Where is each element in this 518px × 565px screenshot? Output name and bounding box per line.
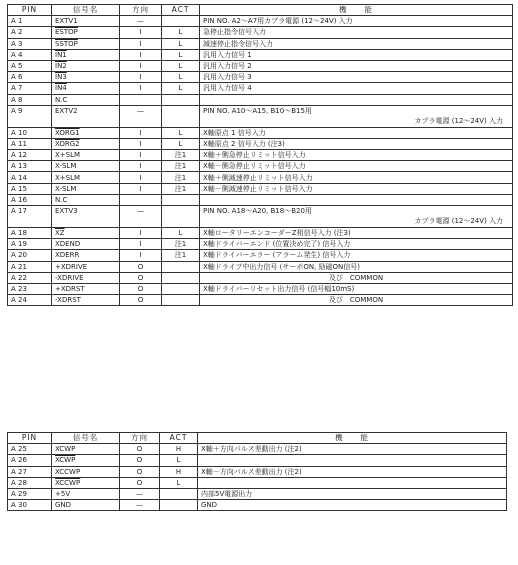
header-signal: 信号名 bbox=[52, 5, 120, 16]
direction-cell bbox=[120, 94, 162, 105]
function-text: PIN NO. A18～A20, B18～B20用 bbox=[203, 207, 312, 215]
function-cell bbox=[200, 38, 513, 49]
pin-table-1 bbox=[7, 4, 513, 306]
direction-cell: I bbox=[120, 83, 162, 94]
function-text: X軸ロータリーエンコーダーZ相信号入力 (注3) bbox=[203, 229, 351, 238]
signal-cell: SSTOP bbox=[52, 38, 120, 49]
table-row bbox=[8, 466, 507, 477]
signal-cell: GND bbox=[52, 500, 120, 511]
function-cell bbox=[200, 239, 513, 250]
signal-cell: +XDRIVE bbox=[52, 261, 120, 272]
direction-cell: I bbox=[120, 27, 162, 38]
act-cell: L bbox=[162, 27, 200, 38]
function-text: X軸ドライバーエラー (アラーム発生) 信号入力 bbox=[203, 251, 351, 260]
header-act: ACT bbox=[162, 5, 200, 16]
pin-cell: A 5 bbox=[8, 60, 52, 71]
pin-table-2 bbox=[7, 432, 507, 511]
act-cell: L bbox=[162, 83, 200, 94]
function-cell bbox=[198, 500, 507, 511]
act-cell: 注1 bbox=[162, 172, 200, 183]
header-direction: 方向 bbox=[120, 5, 162, 16]
signal-cell: ESTOP bbox=[52, 27, 120, 38]
pin-cell: A 23 bbox=[8, 283, 52, 294]
pin-cell: A 11 bbox=[8, 138, 52, 149]
act-cell: L bbox=[160, 455, 198, 466]
signal-cell: X+SLM bbox=[52, 172, 120, 183]
act-cell bbox=[162, 272, 200, 283]
signal-cell: IN3 bbox=[52, 72, 120, 83]
header-pin: PIN bbox=[8, 433, 52, 444]
signal-cell: XCCWP bbox=[52, 477, 120, 488]
act-cell: H bbox=[160, 444, 198, 455]
act-cell: 注1 bbox=[162, 239, 200, 250]
direction-cell: I bbox=[120, 150, 162, 161]
direction-cell: I bbox=[120, 138, 162, 149]
act-cell bbox=[162, 194, 200, 205]
signal-cell: XCWP bbox=[52, 444, 120, 455]
table-row bbox=[8, 295, 513, 306]
signal-cell: IN4 bbox=[52, 83, 120, 94]
act-cell bbox=[162, 94, 200, 105]
direction-cell: O bbox=[120, 477, 160, 488]
direction-cell: — bbox=[120, 488, 160, 499]
function-cell bbox=[198, 488, 507, 499]
function-cell bbox=[200, 94, 513, 105]
signal-cell: +5V bbox=[52, 488, 120, 499]
function-cell bbox=[200, 283, 513, 294]
function-cell bbox=[200, 72, 513, 83]
act-cell: L bbox=[162, 228, 200, 239]
function-text: GND bbox=[201, 501, 218, 510]
function-text: 汎用入力信号 3 bbox=[203, 73, 252, 82]
pin-cell: A 15 bbox=[8, 183, 52, 194]
signal-cell: XORG1 bbox=[52, 127, 120, 138]
table-row bbox=[8, 444, 507, 455]
signal-cell: -XDRST bbox=[52, 295, 120, 306]
direction-cell: O bbox=[120, 295, 162, 306]
direction-cell: I bbox=[120, 161, 162, 172]
table-row bbox=[8, 161, 513, 172]
signal-cell: N.C bbox=[52, 94, 120, 105]
function-cell bbox=[200, 206, 513, 228]
pin-cell: A 27 bbox=[8, 466, 52, 477]
table-header-row bbox=[8, 433, 507, 444]
table-row bbox=[8, 500, 507, 511]
pin-cell: A 26 bbox=[8, 455, 52, 466]
act-cell: L bbox=[162, 138, 200, 149]
direction-cell: I bbox=[120, 239, 162, 250]
table-row bbox=[8, 38, 513, 49]
signal-cell: +XDRST bbox=[52, 283, 120, 294]
signal-cell: N.C bbox=[52, 194, 120, 205]
act-cell: L bbox=[160, 477, 198, 488]
pin-cell: A 1 bbox=[8, 16, 52, 27]
direction-cell: O bbox=[120, 466, 160, 477]
function-cell bbox=[200, 250, 513, 261]
function-cell bbox=[198, 477, 507, 488]
function-text: 及び COMMON bbox=[328, 296, 384, 305]
function-cell bbox=[200, 49, 513, 60]
signal-cell: EXTV3 bbox=[52, 206, 120, 228]
table-row bbox=[8, 172, 513, 183]
signal-cell: IN2 bbox=[52, 60, 120, 71]
function-cell bbox=[200, 295, 513, 306]
direction-cell: — bbox=[120, 105, 162, 127]
direction-cell: I bbox=[120, 60, 162, 71]
function-cell bbox=[200, 194, 513, 205]
direction-cell: O bbox=[120, 444, 160, 455]
function-cell bbox=[200, 272, 513, 283]
table-row bbox=[8, 49, 513, 60]
act-cell bbox=[162, 206, 200, 228]
function-cell bbox=[200, 60, 513, 71]
function-text: 減速停止指令信号入力 bbox=[203, 39, 273, 48]
signal-cell: XDEND bbox=[52, 239, 120, 250]
function-text: 及び COMMON bbox=[328, 273, 384, 282]
table-row bbox=[8, 455, 507, 466]
pin-cell: A 14 bbox=[8, 172, 52, 183]
act-cell: 注1 bbox=[162, 183, 200, 194]
function-text: X軸－側急停止リミット信号入力 bbox=[203, 162, 306, 171]
function-cell bbox=[200, 83, 513, 94]
table-row bbox=[8, 60, 513, 71]
pin-cell: A 25 bbox=[8, 444, 52, 455]
direction-cell: O bbox=[120, 261, 162, 272]
act-cell: L bbox=[162, 49, 200, 60]
table-row bbox=[8, 183, 513, 194]
direction-cell: I bbox=[120, 127, 162, 138]
direction-cell: — bbox=[120, 500, 160, 511]
pin-cell: A 19 bbox=[8, 239, 52, 250]
function-text: X軸原点 2 信号入力 (注3) bbox=[203, 139, 285, 148]
direction-cell: I bbox=[120, 38, 162, 49]
pin-cell: A 7 bbox=[8, 83, 52, 94]
signal-cell: IN1 bbox=[52, 49, 120, 60]
table-row bbox=[8, 261, 513, 272]
pin-cell: A 3 bbox=[8, 38, 52, 49]
pin-cell: A 18 bbox=[8, 228, 52, 239]
table-row bbox=[8, 72, 513, 83]
function-cell bbox=[200, 127, 513, 138]
function-cell bbox=[200, 27, 513, 38]
table-row bbox=[8, 194, 513, 205]
pin-cell: A 28 bbox=[8, 477, 52, 488]
table-row bbox=[8, 272, 513, 283]
header-signal: 信号名 bbox=[52, 433, 120, 444]
function-text: 急停止指令信号入力 bbox=[203, 28, 266, 37]
table-row bbox=[8, 127, 513, 138]
table-row bbox=[8, 16, 513, 27]
function-text: X軸＋方向パルス差動出力 (注2) bbox=[201, 445, 302, 454]
direction-cell: — bbox=[120, 206, 162, 228]
function-cell bbox=[200, 16, 513, 27]
function-cell bbox=[200, 261, 513, 272]
function-cell bbox=[200, 138, 513, 149]
act-cell: 注1 bbox=[162, 150, 200, 161]
direction-cell: I bbox=[120, 250, 162, 261]
header-direction: 方向 bbox=[120, 433, 160, 444]
table-header-row bbox=[8, 5, 513, 16]
act-cell bbox=[160, 500, 198, 511]
function-text-line2: カプラ電源 (12～24V) 入力 bbox=[414, 217, 503, 225]
function-cell bbox=[200, 228, 513, 239]
signal-cell: -XDRIVE bbox=[52, 272, 120, 283]
act-cell: L bbox=[162, 72, 200, 83]
signal-cell: XORG2 bbox=[52, 138, 120, 149]
table-row bbox=[8, 206, 513, 228]
act-cell: 注1 bbox=[162, 250, 200, 261]
function-text: X軸ドライバーリセット出力信号 (信号幅10mS) bbox=[203, 285, 355, 294]
pin-cell: A 6 bbox=[8, 72, 52, 83]
pin-cell: A 8 bbox=[8, 94, 52, 105]
function-text: PIN NO. A10～A15, B10～B15用 bbox=[203, 106, 312, 115]
direction-cell bbox=[120, 194, 162, 205]
table-row bbox=[8, 488, 507, 499]
direction-cell: O bbox=[120, 283, 162, 294]
act-cell: 注1 bbox=[162, 161, 200, 172]
pin-cell: A 9 bbox=[8, 105, 52, 127]
direction-cell: I bbox=[120, 72, 162, 83]
act-cell bbox=[162, 16, 200, 27]
act-cell: H bbox=[160, 466, 198, 477]
pin-cell: A 12 bbox=[8, 150, 52, 161]
table-row bbox=[8, 27, 513, 38]
table-row bbox=[8, 138, 513, 149]
pin-cell: A 30 bbox=[8, 500, 52, 511]
act-cell bbox=[162, 283, 200, 294]
table-row bbox=[8, 283, 513, 294]
act-cell bbox=[162, 105, 200, 127]
function-cell bbox=[200, 105, 513, 127]
header-function: 機 能 bbox=[200, 5, 513, 16]
pin-cell: A 17 bbox=[8, 206, 52, 228]
table-row bbox=[8, 105, 513, 127]
signal-cell: XDERR bbox=[52, 250, 120, 261]
pin-cell: A 16 bbox=[8, 194, 52, 205]
function-text: 汎用入力信号 2 bbox=[203, 62, 252, 71]
signal-cell: X+SLM bbox=[52, 150, 120, 161]
direction-cell: O bbox=[120, 455, 160, 466]
table-row bbox=[8, 228, 513, 239]
function-cell bbox=[200, 161, 513, 172]
function-text: X軸－方向パルス差動出力 (注2) bbox=[201, 467, 302, 476]
pin-cell: A 10 bbox=[8, 127, 52, 138]
act-cell bbox=[162, 295, 200, 306]
pin-cell: A 29 bbox=[8, 488, 52, 499]
act-cell: L bbox=[162, 38, 200, 49]
function-text-line2: カプラ電源 (12～24V) 入力 bbox=[414, 116, 503, 125]
function-cell bbox=[198, 444, 507, 455]
function-text: X軸＋側減速停止リミット信号入力 bbox=[203, 173, 313, 182]
function-text: X軸原点 1 信号入力 bbox=[203, 128, 266, 137]
function-text: PIN NO. A2～A7用カプラ電源 (12～24V) 入力 bbox=[203, 17, 353, 26]
header-act: ACT bbox=[160, 433, 198, 444]
direction-cell: I bbox=[120, 183, 162, 194]
signal-cell: X-SLM bbox=[52, 183, 120, 194]
act-cell: L bbox=[162, 127, 200, 138]
direction-cell: I bbox=[120, 228, 162, 239]
pin-cell: A 24 bbox=[8, 295, 52, 306]
table-row bbox=[8, 477, 507, 488]
function-cell bbox=[198, 455, 507, 466]
function-cell bbox=[198, 466, 507, 477]
table-row bbox=[8, 239, 513, 250]
direction-cell: O bbox=[120, 272, 162, 283]
function-cell bbox=[200, 172, 513, 183]
table-row bbox=[8, 83, 513, 94]
function-text: 汎用入力信号 1 bbox=[203, 50, 252, 59]
pin-cell: A 4 bbox=[8, 49, 52, 60]
signal-cell: XCCWP bbox=[52, 466, 120, 477]
act-cell bbox=[162, 261, 200, 272]
function-text: 汎用入力信号 4 bbox=[203, 84, 252, 93]
pin-cell: A 20 bbox=[8, 250, 52, 261]
function-text: X軸ドライバーエンド (位置決め完了) 信号入力 bbox=[203, 240, 351, 249]
function-text: X軸－側減速停止リミット信号入力 bbox=[203, 184, 313, 193]
function-cell bbox=[200, 150, 513, 161]
signal-cell: EXTV1 bbox=[52, 16, 120, 27]
header-function: 機 能 bbox=[198, 433, 507, 444]
pin-cell: A 22 bbox=[8, 272, 52, 283]
pin-cell: A 2 bbox=[8, 27, 52, 38]
signal-cell: XCWP bbox=[52, 455, 120, 466]
table-row bbox=[8, 150, 513, 161]
header-pin: PIN bbox=[8, 5, 52, 16]
function-text: X軸ドライブ中出力信号 (サーボON, 励磁ON信号) bbox=[203, 262, 361, 271]
table-row bbox=[8, 250, 513, 261]
direction-cell: I bbox=[120, 172, 162, 183]
function-text: 内部5V電源出力 bbox=[201, 490, 253, 499]
direction-cell: — bbox=[120, 16, 162, 27]
pin-cell: A 21 bbox=[8, 261, 52, 272]
function-text: X軸＋側急停止リミット信号入力 bbox=[203, 151, 306, 160]
signal-cell: $\overline{XZ}$ bbox=[52, 228, 120, 239]
function-cell bbox=[200, 183, 513, 194]
direction-cell: I bbox=[120, 49, 162, 60]
signal-cell: X-SLM bbox=[52, 161, 120, 172]
act-cell bbox=[160, 488, 198, 499]
signal-cell: EXTV2 bbox=[52, 105, 120, 127]
act-cell: L bbox=[162, 60, 200, 71]
pin-cell: A 13 bbox=[8, 161, 52, 172]
table-row bbox=[8, 94, 513, 105]
